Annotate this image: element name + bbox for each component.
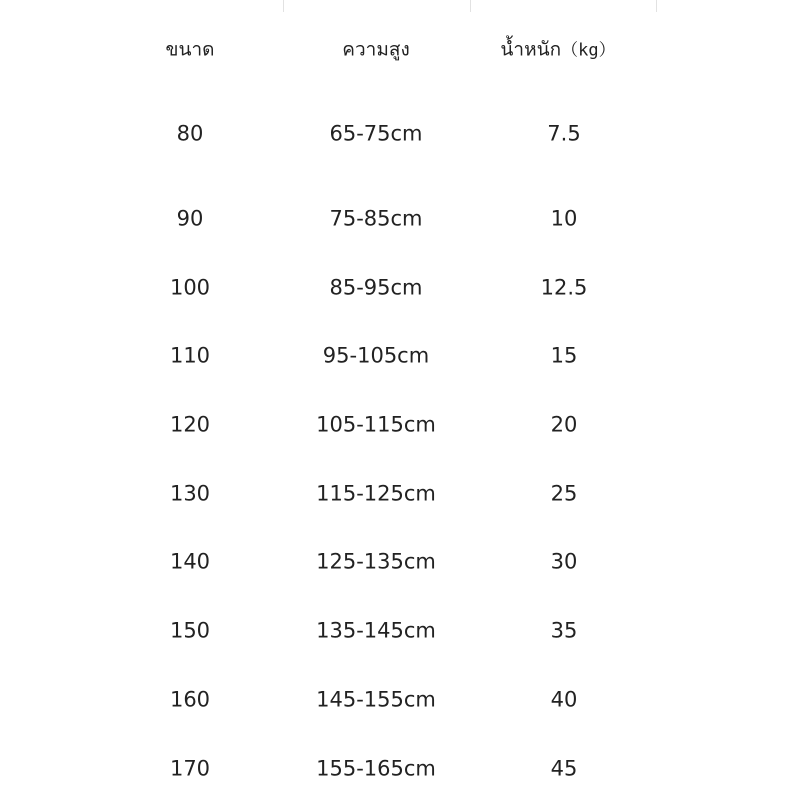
- size-cell: 110: [169, 343, 211, 368]
- height-cell: 125-135cm: [316, 549, 436, 574]
- height-cell: 85-95cm: [329, 275, 423, 300]
- weight-cell: 35: [550, 618, 578, 643]
- weight-cell: 15: [550, 343, 578, 368]
- height-cell: 135-145cm: [316, 618, 436, 643]
- weight-cell: 45: [550, 756, 578, 781]
- height-cell: 155-165cm: [316, 756, 436, 781]
- header-height: ความสูง: [342, 38, 410, 61]
- column-divider: [283, 0, 284, 12]
- column-divider: [656, 0, 657, 12]
- size-cell: 80: [176, 121, 204, 146]
- height-cell: 95-105cm: [322, 343, 430, 368]
- weight-cell: 12.5: [540, 275, 588, 300]
- height-cell: 65-75cm: [329, 121, 423, 146]
- height-cell: 75-85cm: [329, 206, 423, 231]
- weight-cell: 25: [550, 481, 578, 506]
- size-cell: 150: [169, 618, 211, 643]
- size-cell: 140: [169, 549, 211, 574]
- weight-cell: 10: [550, 206, 578, 231]
- size-cell: 120: [169, 412, 211, 437]
- size-cell: 170: [169, 756, 211, 781]
- size-cell: 100: [169, 275, 211, 300]
- header-weight-unit: （kg）: [561, 40, 616, 61]
- weight-cell: 30: [550, 549, 578, 574]
- header-weight-label: น้ำหนัก: [500, 38, 562, 61]
- size-cell: 160: [169, 687, 211, 712]
- height-cell: 145-155cm: [316, 687, 436, 712]
- weight-cell: 7.5: [547, 121, 581, 146]
- size-cell: 90: [176, 206, 204, 231]
- weight-cell: 20: [550, 412, 578, 437]
- header-weight: [500, 38, 616, 61]
- height-cell: 115-125cm: [316, 481, 436, 506]
- height-cell: 105-115cm: [316, 412, 436, 437]
- weight-cell: 40: [550, 687, 578, 712]
- size-cell: 130: [169, 481, 211, 506]
- column-divider: [470, 0, 471, 12]
- header-size: ขนาด: [165, 38, 215, 61]
